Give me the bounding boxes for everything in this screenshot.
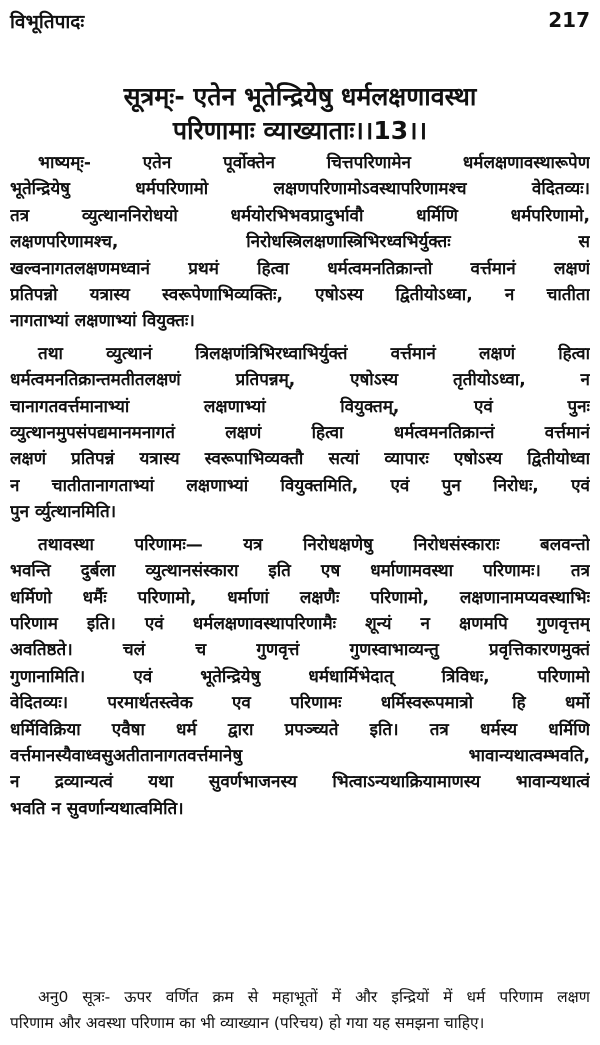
text-line: न चातीतानागताभ्यां लक्षणाभ्यां वियुक्तमिति, एवं पुन निरोधः, एवं xyxy=(10,475,590,496)
text-line: वर्त्तमानस्यैवाध्वसुअतीतानागतवर्त्तमानेषु भावान्यथात्वम्भवति, xyxy=(10,745,590,766)
text-line: नागताभ्यां लक्षणाभ्यां वियुक्तः। xyxy=(10,311,195,332)
text-line: तथा व्युत्थानं त्रिलक्षणंत्रिभिरध्वाभिर्युक्तं वर्त्तमानं लक्षणं हित्वा xyxy=(38,343,590,364)
sutra-line: सूत्रम्ः- एतेन भूतेन्द्रियेषु धर्मलक्षणावस्था xyxy=(123,82,477,111)
text-line: भवन्ति दुर्बला व्युत्थानसंस्कारा इति एष धर्माणामवस्था परिणामः। तत्र xyxy=(10,561,590,582)
hindi-translation xyxy=(10,984,590,1036)
text-line: लक्षणपरिणामश्च, निरोधस्त्रिलक्षणास्त्रिभिरध्वभिर्युक्तः स xyxy=(10,232,590,253)
text-line: पुन र्व्युत्थानमिति। xyxy=(10,502,117,523)
running-head: विभूतिपादः xyxy=(10,11,85,33)
translation-line: अनु0 सूत्रः- ऊपर वर्णित क्रम से महाभूतों में और इन्द्रियों में धर्म परिणाम लक्षण xyxy=(38,988,590,1006)
text-line: तथावस्था परिणामः— यत्र निरोधक्षणेषु निरोधसंस्काराः बलवन्तो xyxy=(38,534,590,555)
text-line: प्रतिपन्नो यत्रास्य स्वरूपेणाभिव्यक्तिः, एषोऽस्य द्वितीयोऽध्वा, न चातीता xyxy=(10,285,590,306)
text-line: धर्मत्वमनतिक्रान्तमतीतलक्षणं प्रतिपन्नम्, एषोऽस्य तृतीयोऽध्वा, न xyxy=(10,370,590,391)
text-line: व्युत्थानमुपसंपद्यमानमनागतं लक्षणं हित्वा धर्मत्वमनतिक्रान्तं वर्त्तमानं xyxy=(10,423,590,444)
text-line: भाष्यम्ः- एतेन पूर्वोक्तेन चित्तपरिणामेन धर्मलक्षणावस्थारूपेण xyxy=(38,153,590,173)
text-line: भवति न सुवर्णान्यथात्वमिति। xyxy=(10,798,184,819)
text-line: खल्वनागतलक्षणमध्वानं प्रथमं हित्वा धर्मत्वमनतिक्रान्तो वर्त्तमानं लक्षणं xyxy=(10,258,590,279)
text-line: लक्षणं प्रतिपन्नं यत्रास्य स्वरूपाभिव्यक्तौ सत्यां व्यापारः एषोऽस्य द्वितीयोध्वा xyxy=(10,449,590,470)
page-number: 217 xyxy=(548,8,590,32)
text-line: परिणाम इति। एवं धर्मलक्षणावस्थापरिणामैः शून्यं न क्षणमपि गुणवृत्तम् xyxy=(10,613,590,634)
bhashya-commentary xyxy=(10,150,590,822)
text-line: धर्मिविक्रिया एवैषा धर्म द्वारा प्रपञ्च्यते इति। तत्र धर्मस्य धर्मिणि xyxy=(10,719,590,740)
text-line: तत्र व्युत्थाननिरोधयो धर्मयोरभिभवप्रादुर्भावौ धर्मिणि धर्मपरिणामो, xyxy=(10,205,590,226)
translation-line: परिणाम और अवस्था परिणाम का भी व्याख्यान (परिचय) हो गया यह समझना चाहिए। xyxy=(10,1014,485,1032)
text-line: धर्मिणो धर्मैः परिणामो, धर्माणां लक्षणैः परिणामो, लक्षणानामप्यवस्थाभिः xyxy=(10,587,590,608)
sutra-heading xyxy=(10,80,590,148)
paragraph-bhashya xyxy=(10,150,590,335)
text-line: न द्रव्यान्यत्वं यथा सुवर्णभाजनस्य भित्वाऽन्यथाक्रियामाणस्य भावान्यथात्वं xyxy=(10,772,590,793)
text-line: अवतिष्ठते। चलं च गुणवृत्तं गुणस्वाभाव्यन्तु प्रवृत्तिकारणमुक्तं xyxy=(10,640,590,661)
text-line: चानागतवर्त्तमानाभ्यां लक्षणाभ्यां वियुक्तम्, एवं पुनः xyxy=(10,396,590,417)
text-line: गुणानामिति। एवं भूतेन्द्रियेषु धर्मधार्मिभेदात् त्रिविधः, परिणामो xyxy=(10,666,590,687)
paragraph-vyutthana xyxy=(10,341,590,526)
text-line: वेदितव्यः। परमार्थतस्त्वेक एव परिणामः धर्मिस्वरूपमात्रो हि धर्मो xyxy=(10,693,590,714)
text-line: भूतेन्द्रियेषु धर्मपरिणामो लक्षणपरिणामोऽवस्थापरिणामश्च वेदितव्यः। xyxy=(10,179,590,200)
paragraph-avastha-parinama xyxy=(10,532,590,822)
sutra-line: परिणामाः व्याख्याताः।।13।। xyxy=(172,116,428,145)
page-header xyxy=(10,8,590,38)
